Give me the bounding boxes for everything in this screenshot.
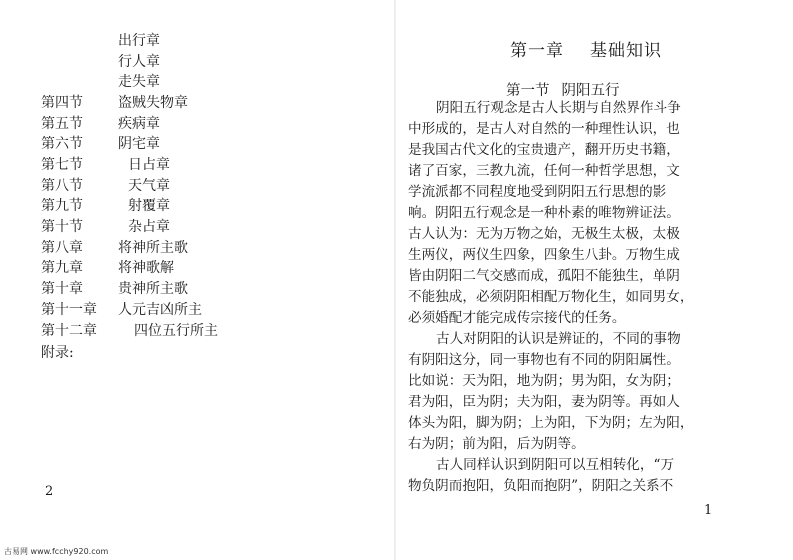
- paragraph-line: 体头为阳，脚为阴；上为阳，下为阴；左为阳，: [408, 415, 694, 431]
- page-number: 2: [45, 484, 54, 499]
- paragraph-line: 诸了百家，三教九流，任何一种哲学思想，文: [408, 163, 680, 179]
- toc-number: 第八章: [41, 240, 83, 256]
- toc-title: 阴宅章: [118, 136, 160, 152]
- toc-entry: [0, 257, 395, 279]
- toc-number: 第十节: [41, 219, 83, 235]
- paragraph-line: 是我国古代文化的宝贵遗产，翻开历史书籍，: [408, 142, 680, 158]
- paragraph-line: 皆由阴阳二气交感而成，孤阳不能独生，单阴: [408, 268, 680, 284]
- toc-title: 行人章: [118, 54, 160, 70]
- toc-title: 四位五行所主: [134, 323, 218, 339]
- paragraph-line: 古人同样认识到阴阳可以互相转化，“万: [436, 457, 675, 473]
- toc-entry: [0, 175, 395, 197]
- toc-title: 杂占章: [128, 219, 170, 235]
- section-title: [506, 79, 620, 100]
- toc-title: 日占章: [128, 157, 170, 173]
- toc-number: 第六节: [41, 136, 83, 152]
- toc-title: 盗贼失物章: [118, 95, 188, 111]
- paragraph-line: 阴阳五行观念是古人长期与自然界作斗争: [436, 100, 681, 116]
- toc-entry: [0, 278, 395, 300]
- paragraph-line: 右为阴；前为阳，后为阴等。: [408, 436, 585, 452]
- paragraph-line: 响。阴阳五行观念是一种朴素的唯物辨证法。: [408, 205, 680, 221]
- section-name: 阴阳五行: [561, 83, 620, 99]
- toc-entry: [0, 342, 395, 364]
- paragraph-line: 生两仪，两仪生四象，四象生八卦。万物生成: [408, 247, 680, 263]
- toc-title: 贵神所主歌: [118, 281, 188, 297]
- toc-number: 第八节: [41, 178, 83, 194]
- toc-entry: [0, 216, 395, 238]
- toc-number: 第九章: [41, 260, 83, 276]
- chapter-label: 第一章: [510, 41, 564, 61]
- toc-entry: [0, 299, 395, 321]
- toc-number: 第十二章: [41, 323, 97, 339]
- toc-number: 第四节: [41, 95, 83, 111]
- toc-number: 第五节: [41, 116, 83, 132]
- toc-number: 附录:: [41, 345, 74, 361]
- paragraph-line: 古人对阴阳的认识是辨证的，不同的事物: [436, 331, 681, 347]
- toc-entry: [0, 71, 395, 93]
- toc-entry: [0, 195, 395, 217]
- chapter-name: 基础知识: [590, 41, 662, 61]
- paragraph-line: 有阴阳这分，同一事物也有不同的阴阳属性。: [408, 352, 680, 368]
- paragraph-line: 比如说：天为阳，地为阴；男为阳，女为阴；: [408, 373, 680, 389]
- paragraph-line: 不能独成，必须阴阳相配万物化生，如同男女，: [408, 289, 694, 305]
- toc-number: 第十章: [41, 281, 83, 297]
- toc-entry: [0, 154, 395, 176]
- page-number: 1: [704, 503, 713, 518]
- paragraph-line: 学流派都不同程度地受到阴阳五行思想的影: [408, 184, 667, 200]
- paragraph-line: 物负阴而抱阳，负阳而抱阴”，阴阳之关系不: [408, 478, 674, 494]
- watermark: 古易网 www.fcchy920.com: [4, 547, 109, 556]
- toc-title: 天气章: [128, 178, 170, 194]
- left-page: [0, 0, 395, 560]
- toc-number: 第十一章: [41, 302, 97, 318]
- toc-number: 第七节: [41, 157, 83, 173]
- toc-title: 将神所主歌: [118, 240, 188, 256]
- paragraph-line: 古人认为：无为万物之始，无极生太极，太极: [408, 226, 680, 242]
- toc-title: 疾病章: [118, 116, 160, 132]
- toc-entry: [0, 133, 395, 155]
- toc-entry: [0, 30, 395, 52]
- paragraph-line: 君为阳，臣为阴；夫为阳，妻为阴等。再如人: [408, 394, 680, 410]
- toc-entry: [0, 320, 395, 342]
- chapter-title: [510, 36, 662, 61]
- toc-title: 人元吉凶所主: [118, 302, 202, 318]
- toc-entry: [0, 92, 395, 114]
- toc-title: 将神歌解: [118, 260, 174, 276]
- section-label: 第一节: [506, 83, 550, 99]
- toc-entry: [0, 51, 395, 73]
- toc-title: 出行章: [118, 33, 160, 49]
- toc-entry: [0, 113, 395, 135]
- paragraph-line: 中形成的，是古人对自然的一种理性认识，也: [408, 121, 680, 137]
- toc-title: 走失章: [118, 74, 160, 90]
- toc-title: 射覆章: [128, 198, 170, 214]
- toc-entry: [0, 237, 395, 259]
- paragraph-line: 必须婚配才能完成传宗接代的任务。: [408, 310, 626, 326]
- toc-number: 第九节: [41, 198, 83, 214]
